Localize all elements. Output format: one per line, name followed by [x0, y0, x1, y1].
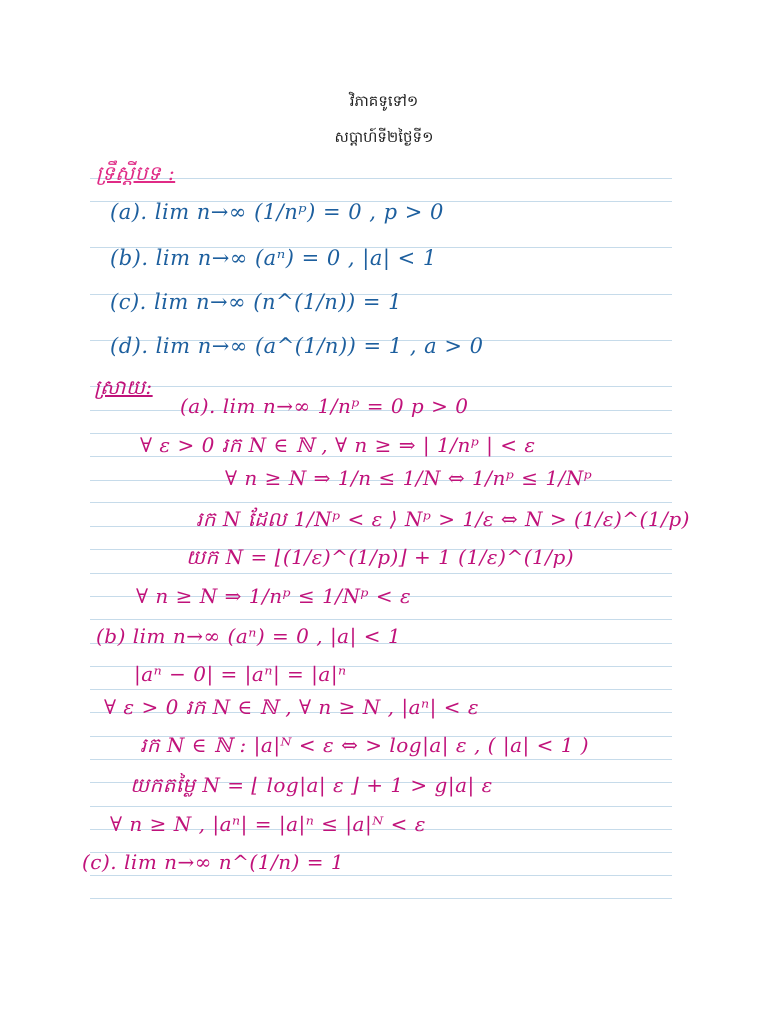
ruled-line [90, 898, 672, 899]
ruled-line [90, 806, 672, 807]
ruled-line [90, 875, 672, 876]
proof-line: ∀ ε > 0 រក N ∈ ℕ , ∀ n ≥ ⇒ | 1/nᵖ | < ε [140, 433, 536, 457]
ruled-line [90, 386, 672, 387]
theorem-item-c: (c). lim n→∞ (n^(1/n)) = 1 [110, 290, 402, 314]
ruled-line [90, 178, 672, 179]
proof-line: ∀ n ≥ N ⇒ 1/n ≤ 1/N ⇔ 1/nᵖ ≤ 1/Nᵖ [225, 466, 593, 490]
proof-line: យក N = ⌊(1/ε)^(1/p)⌋ + 1 (1/ε)^(1/p) [186, 545, 575, 569]
ruled-line [90, 689, 672, 690]
proof-line: (b) lim n→∞ (aⁿ) = 0 , |a| < 1 [96, 624, 402, 648]
theorem-item-a: (a). lim n→∞ (1/nᵖ) = 0 , p > 0 [110, 200, 444, 224]
proof-heading: ស្រាយ: [94, 375, 153, 399]
theorem-item-b: (b). lim n→∞ (aⁿ) = 0 , |a| < 1 [110, 246, 437, 270]
proof-line: យកតម្លៃ N = ⌊ log|a| ε ⌋ + 1 > g|a| ε [130, 773, 493, 797]
page-subtitle: សប្តាហ៍ទី២ថ្ងៃទី១ [334, 128, 434, 146]
proof-line: ∀ n ≥ N , |aⁿ| = |a|ⁿ ≤ |a|ᴺ < ε [110, 812, 426, 836]
theorem-item-d: (d). lim n→∞ (a^(1/n)) = 1 , a > 0 [110, 334, 484, 358]
proof-line: (c). lim n→∞ n^(1/n) = 1 [82, 850, 345, 874]
page-title: វិភាគទូទៅ១ [349, 92, 419, 110]
proof-line: រក N ∈ ℕ : |a|ᴺ < ε ⇔ > log|a| ε , ( |a| < 1 ) [140, 733, 590, 757]
ruled-line [90, 619, 672, 620]
ruled-line [90, 502, 672, 503]
proof-line: (a). lim n→∞ 1/nᵖ = 0 p > 0 [180, 394, 469, 418]
proof-line: ∀ ε > 0 រក N ∈ ℕ , ∀ n ≥ N , |aⁿ| < ε [104, 695, 480, 719]
proof-line: |aⁿ − 0| = |aⁿ| = |a|ⁿ [134, 662, 347, 686]
proof-line: រក N ដែល 1/Nᵖ < ε ⟩ Nᵖ > 1/ε ⇔ N > (1/ε)^(1/p) [196, 507, 690, 531]
theorem-heading: ទ្រឹស្តីបទ : [96, 161, 176, 185]
proof-line: ∀ n ≥ N ⇒ 1/nᵖ ≤ 1/Nᵖ < ε [136, 584, 412, 608]
